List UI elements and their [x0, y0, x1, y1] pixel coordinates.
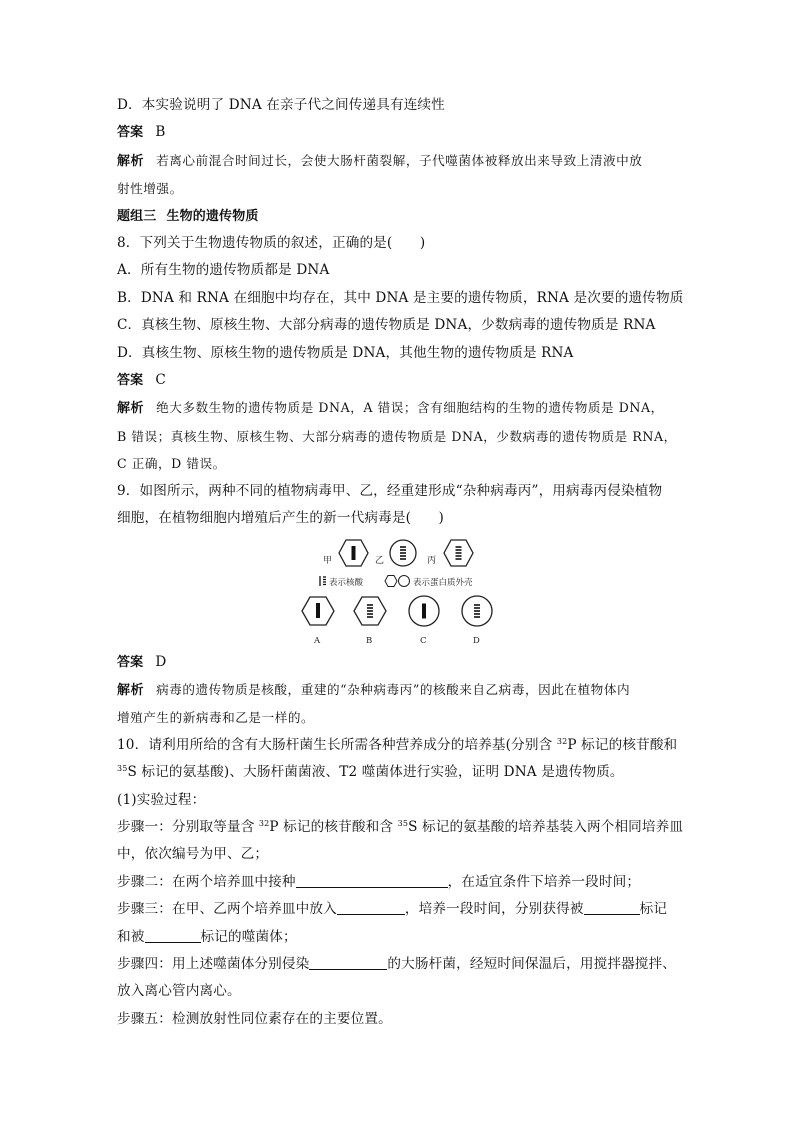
fill-blank[interactable] [337, 900, 405, 915]
fill-blank[interactable] [145, 928, 201, 943]
q7-analysis-line: 射性增强。 [117, 181, 183, 197]
q10-step1-cont: 中，依次编号为甲、乙； [117, 846, 269, 863]
legend-circle-icon [399, 575, 410, 586]
group-label: 题组三 [117, 208, 157, 224]
document-page [117, 92, 685, 1033]
analysis-label: 解析 [117, 401, 145, 417]
q8-analysis-line: B 错误；真核生物、原核生物、大部分病毒的遗传物质是 DNA，少数病毒的遗传物质是 RNA， [117, 428, 677, 444]
option-label-c: C [420, 635, 427, 646]
q8-option-b: B．DNA 和 RNA 在细胞中均存在，其中 DNA 是主要的遗传物质，RNA 是次要的遗传物质 [117, 289, 684, 306]
q7-option-d: D．本实验说明了 DNA 在亲子代之间传递具有连续性 [117, 97, 445, 113]
q10-step3: 步骤三：在甲、乙两个培养皿中放入 ，培养一段时间，分别获得被 标记 [117, 901, 668, 918]
option-label-d: D [473, 635, 480, 646]
q7-analysis-line: 解析 若离心前混合时间过长，会使大肠杆菌裂解，子代噬菌体被释放出来导致上清液中放 [117, 152, 643, 169]
group-title: 生物的遗传物质 [166, 208, 259, 224]
nucleic-acid-coiled-icon [456, 547, 462, 559]
q9-analysis-line: 解析 病毒的遗传物质是核酸，重建的“杂种病毒丙”的核酸来自乙病毒，因此在植物体内 [117, 681, 631, 698]
q10-subheading: (1)实验过程： [117, 791, 206, 808]
q10-step1: 步骤一：分别取等量含 $^{32}$P 标记的核苷酸和含 $^{35}$S 标记的氨基酸的培养基装入两个相同培养皿 [117, 818, 684, 835]
legend-nucleic-label: 表示核酸 [329, 577, 364, 588]
answer-label: 答案 [117, 125, 144, 141]
q8-option-a: A．所有生物的遗传物质都是 DNA [117, 262, 330, 279]
q10-step2: 步骤二：在两个培养皿中接种 ，在适宜条件下培养一段时间； [117, 873, 641, 890]
legend-nucleic-icon [320, 576, 326, 586]
q10-step4: 步骤四：用上述噬菌体分别侵染 的大肠杆菌，经短时间保温后，用搅拌器搅拌、 [117, 955, 677, 972]
analysis-label: 解析 [117, 153, 145, 169]
virus-label-jia: 甲 [323, 555, 333, 566]
q10-step5: 步骤五：检测放射性同位素存在的主要位置。 [117, 1010, 392, 1027]
nucleic-acid-straight-icon [352, 546, 356, 560]
virus-diagram [117, 533, 685, 649]
nucleic-acid-coiled-icon [367, 605, 373, 617]
q8-answer-value: C [155, 372, 166, 389]
virus-label-yi: 乙 [375, 555, 385, 566]
q9-analysis-line: 增殖产生的新病毒和乙是一样的。 [117, 710, 315, 726]
fill-blank[interactable] [309, 955, 387, 970]
q10-step4-cont: 放入离心管内离心。 [117, 983, 241, 1000]
q10-stem-line: $^{35}$S 标记的氨基酸)、大肠杆菌菌液、T2 噬菌体进行实验，证明 DNA 是遗传物质。 [117, 764, 624, 781]
q9-stem-line: 9．如图所示，两种不同的植物病毒甲、乙，经重建形成“杂种病毒丙”，用病毒丙侵染植物 [117, 482, 663, 499]
analysis-label: 解析 [117, 682, 145, 698]
option-label-b: B [366, 635, 373, 646]
nucleic-acid-coiled-icon [400, 547, 406, 559]
option-label-a: A [314, 635, 321, 646]
q7-answer-value: B [155, 124, 166, 141]
q7-answer [117, 119, 685, 146]
nucleic-acid-straight-icon [316, 603, 320, 618]
q9-answer [117, 649, 685, 676]
group-heading [117, 203, 685, 230]
answer-label: 答案 [117, 373, 144, 389]
q10-stem-line: 10．请利用所给的含有大肠杆菌生长所需各种营养成分的培养基(分别含 $^{32}$P 标记的核苷酸和 [117, 736, 678, 753]
fill-blank[interactable] [296, 873, 448, 888]
nucleic-acid-straight-icon [422, 603, 426, 618]
q9-stem-line: 细胞，在植物细胞内增殖后产生的新一代病毒是( ) [117, 510, 445, 527]
q10-step3-cont: 和被 标记的噬菌体； [117, 928, 297, 945]
q8-option-c: C．真核生物、原核生物、大部分病毒的遗传物质是 DNA，少数病毒的遗传物质是 RNA [117, 317, 656, 334]
q8-stem: 8．下列关于生物遗传物质的叙述，正确的是( ) [117, 235, 426, 252]
q8-answer [117, 367, 685, 394]
legend-hexagon-icon [385, 575, 397, 586]
q8-analysis-line: C 正确，D 错误。 [117, 456, 226, 472]
nucleic-acid-coiled-icon [474, 605, 480, 617]
q8-analysis-line: 解析 绝大多数生物的遗传物质是 DNA，A 错误；含有细胞结构的生物的遗传物质是 DNA， [117, 400, 664, 417]
q9-answer-value: D [155, 653, 167, 670]
legend-protein-label: 表示蛋白质外壳 [413, 577, 473, 588]
fill-blank[interactable] [584, 900, 640, 915]
q8-option-d: D．真核生物、原核生物的遗传物质是 DNA，其他生物的遗传物质是 RNA [117, 344, 574, 361]
answer-label: 答案 [117, 654, 144, 670]
virus-label-bing: 丙 [427, 555, 437, 566]
virus-figure [117, 533, 685, 649]
